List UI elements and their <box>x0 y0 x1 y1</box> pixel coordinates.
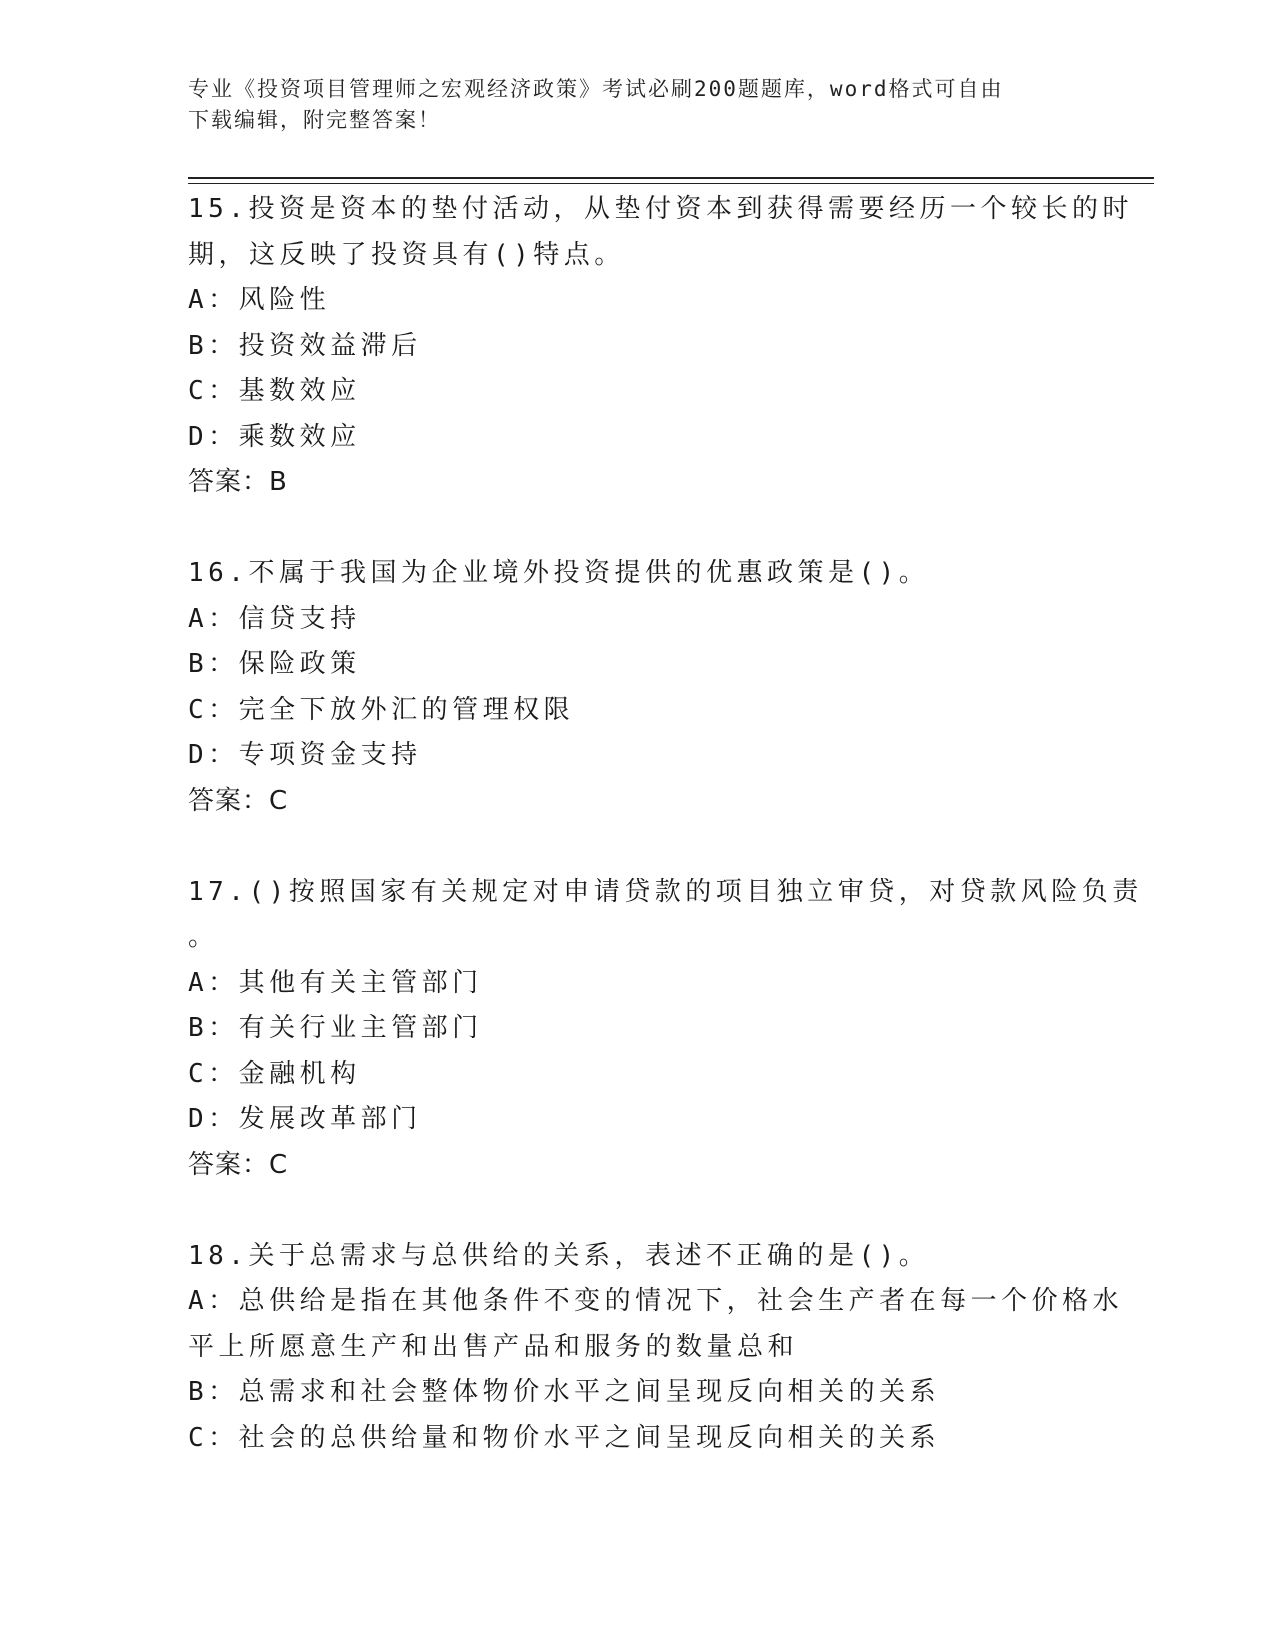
question-stem: 16.不属于我国为企业境外投资提供的优惠政策是()。 <box>188 558 930 588</box>
question-stem: 。 <box>188 922 219 952</box>
question-item <box>188 870 1143 1189</box>
option-c: C：基数效应 <box>188 376 361 406</box>
option-b: B：保险政策 <box>188 649 361 679</box>
answer-line: 答案：C <box>188 785 289 816</box>
question-stem: 17.()按照国家有关规定对申请贷款的项目独立审贷，对贷款风险负责 <box>188 876 1143 907</box>
spacer <box>188 1188 1088 1234</box>
document-header <box>188 74 1068 136</box>
answer-line: 答案：B <box>188 467 288 497</box>
option-a: A：总供给是指在其他条件不变的情况下，社会生产者在每一个价格水 <box>188 1286 1124 1316</box>
option-d: D：乘数效应 <box>188 421 361 452</box>
question-item <box>188 1234 1124 1462</box>
question-item <box>188 551 1088 824</box>
option-b: B：投资效益滞后 <box>188 330 422 361</box>
option-d: D：专项资金支持 <box>188 740 422 770</box>
answer-line: 答案：C <box>188 1149 289 1180</box>
option-c: C：社会的总供给量和物价水平之间呈现反向相关的关系 <box>188 1422 941 1453</box>
spacer <box>188 824 1088 870</box>
header-divider-thin <box>188 183 1154 184</box>
question-stem: 18.关于总需求与总供给的关系，表述不正确的是()。 <box>188 1240 930 1271</box>
question-stem: 期，这反映了投资具有()特点。 <box>188 239 625 270</box>
option-b: B：有关行业主管部门 <box>188 1013 483 1043</box>
option-a: A：风险性 <box>188 285 331 315</box>
header-line-1: 专业《投资项目管理师之宏观经济政策》考试必刷200题题库，word格式可自由 <box>188 77 1004 101</box>
option-c: C：完全下放外汇的管理权限 <box>188 694 575 725</box>
question-list <box>188 187 1143 1461</box>
question-item <box>188 187 1133 506</box>
header-divider-thick <box>188 177 1154 179</box>
option-a-continued: 平上所愿意生产和出售产品和服务的数量总和 <box>188 1331 799 1362</box>
header-line-2: 下载编辑，附完整答案！ <box>188 108 441 132</box>
option-a: A：信贷支持 <box>188 603 361 634</box>
option-b: B：总需求和社会整体物价水平之间呈现反向相关的关系 <box>188 1377 941 1407</box>
question-stem: 15.投资是资本的垫付活动，从垫付资本到获得需要经历一个较长的时 <box>188 194 1133 224</box>
option-d: D：发展改革部门 <box>188 1104 422 1134</box>
option-c: C：金融机构 <box>188 1058 361 1089</box>
option-a: A：其他有关主管部门 <box>188 967 483 998</box>
spacer <box>188 506 1088 552</box>
